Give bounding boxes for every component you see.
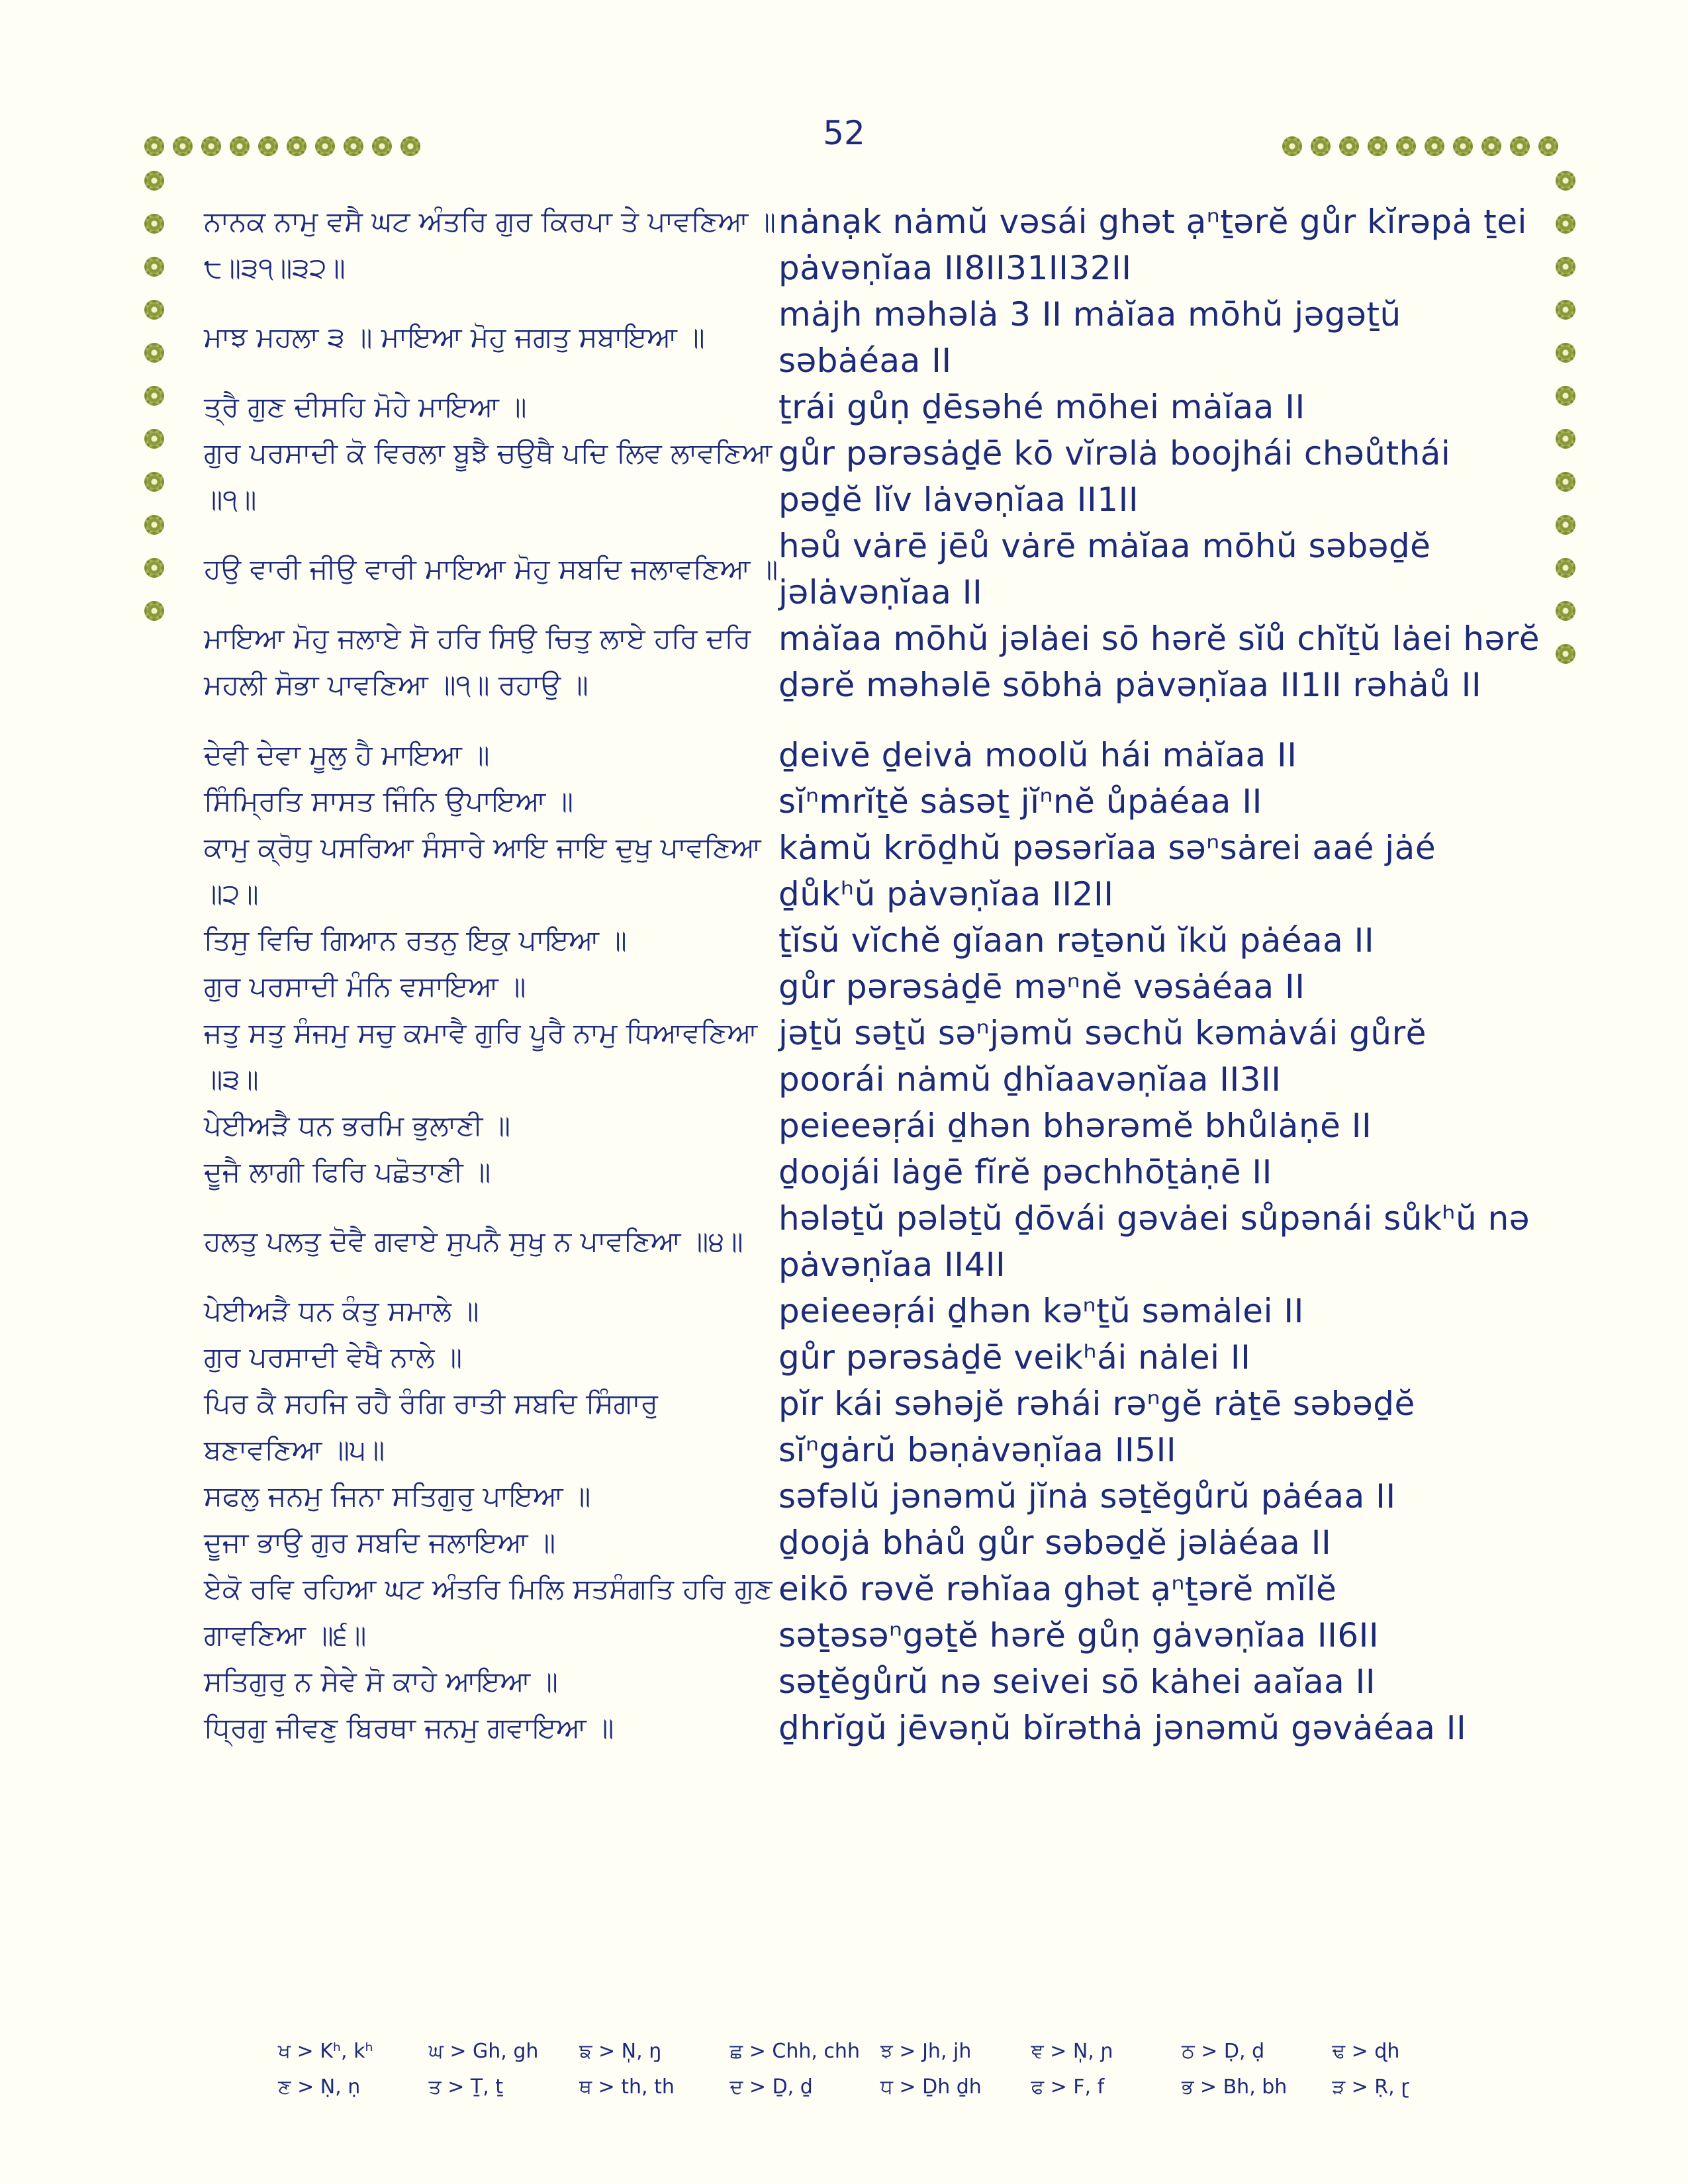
verse-row	[204, 615, 1541, 708]
legend-item: ਝ > Jh, jh	[880, 2039, 972, 2063]
verse-row	[204, 1288, 1541, 1334]
gurmukhi-line: ਤਿਸੁ ਵਿਚਿ ਗਿਆਨ ਰਤਨੁ ਇਕੁ ਪਾਇਆ ॥	[204, 924, 627, 956]
transliteration-line: jəṯŭ səṯŭ səⁿjəmŭ səchŭ kəmȧvái gůrĕ poorái nȧmŭ ḏhĭaavəṇĭaa II3II	[778, 1014, 1427, 1099]
flower-ornament	[1556, 343, 1575, 363]
verse-row	[204, 1381, 1541, 1473]
verse-row	[204, 1659, 1541, 1705]
transliteration-line: mȧĭaa mōhŭ jəlȧei sō hərĕ sĭů chĭṯŭ lȧei hərĕ ḏərĕ məhəlē sōbhȧ pȧvəṇĭaa II1II rəhȧů II	[778, 619, 1540, 704]
flower-ornament	[1396, 136, 1416, 156]
verse-row	[204, 1149, 1541, 1195]
flower-ornament	[1556, 515, 1575, 535]
flower-ornament	[315, 136, 335, 156]
verse-row	[204, 1195, 1541, 1288]
verse-row	[204, 291, 1541, 384]
verse-row	[204, 384, 1541, 430]
legend-item: ਢ > ɖh	[1332, 2039, 1400, 2063]
flower-ornament	[287, 136, 306, 156]
gurmukhi-line: ਦੂਜੈ ਲਾਗੀ ਫਿਰਿ ਪਛੋਤਾਣੀ ॥	[204, 1156, 491, 1188]
legend-row	[278, 2069, 1483, 2105]
flower-ornament	[144, 515, 164, 535]
gurmukhi-line: ਮਾਇਆ ਮੋਹੁ ਜਲਾਏ ਸੋ ਹਰਿ ਸਿਉ ਚਿਤੁ ਲਾਏ ਹਰਿ ਦਰਿ ਮਹਲੀ ਸੋਭਾ ਪਾਵਣਿਆ ॥੧॥ ਰਹਾਉ ॥	[204, 622, 751, 701]
gurmukhi-line: ਦੂਜਾ ਭਾਉ ਗੁਰ ਸਬਦਿ ਜਲਾਇਆ ॥	[204, 1526, 556, 1559]
transliteration-line: kȧmŭ krōḏhŭ pəsərĭaa səⁿsȧrei aaé jȧé ḏůkʰŭ pȧvəṇĭaa II2II	[778, 829, 1436, 913]
legend-item: ਞ > N̩, ɲ	[1031, 2039, 1113, 2063]
gurmukhi-line: ਗੁਰ ਪਰਸਾਦੀ ਵੇਖੈ ਨਾਲੇ ॥	[204, 1341, 463, 1373]
flower-ornament	[1339, 136, 1359, 156]
flower-ornament	[144, 386, 164, 406]
flower-ornament	[1556, 257, 1575, 277]
transliteration-line: ḏeivē ḏeivȧ moolŭ hái mȧĭaa II	[778, 736, 1297, 774]
legend-item: ਣ > Ṇ, ṇ	[278, 2075, 361, 2099]
verse-row	[204, 1010, 1541, 1103]
flower-ornament	[1425, 136, 1444, 156]
transliteration-line: sĭⁿmrĭṯĕ sȧsəṯ jĭⁿnĕ ůpȧéaa II	[778, 782, 1262, 821]
flower-ornament	[1368, 136, 1387, 156]
legend-row	[278, 2033, 1483, 2069]
flower-ornament	[1510, 136, 1530, 156]
verse-row	[204, 964, 1541, 1010]
flower-ornament	[144, 214, 164, 234]
gurmukhi-line: ਸਿੰਮ੍ਰਿਤਿ ਸਾਸਤ ਜਿੰਨਿ ਉਪਾਇਆ ॥	[204, 785, 574, 817]
gurmukhi-line: ਧ੍ਰਿਗੁ ਜੀਵਣੁ ਬਿਰਥਾ ਜਨਮੁ ਗਵਾਇਆ ॥	[204, 1711, 614, 1744]
legend-item: ਘ > Gh, gh	[428, 2039, 539, 2063]
gurmukhi-line: ਗੁਰ ਪਰਸਾਦੀ ਮੰਨਿ ਵਸਾਇਆ ॥	[204, 970, 526, 1003]
gurmukhi-line: ਤ੍ਰੈ ਗੁਣ ਦੀਸਹਿ ਮੋਹੇ ਮਾਇਆ ॥	[204, 390, 527, 423]
flower-ornament	[1556, 171, 1575, 191]
transliteration-line: peieeəṛái ḏhən kəⁿṯŭ səmȧlei II	[778, 1292, 1304, 1330]
gurmukhi-line: ਏਕੋ ਰਵਿ ਰਹਿਆ ਘਟ ਅੰਤਰਿ ਮਿਲਿ ਸਤਸੰਗਤਿ ਹਰਿ ਗੁਣ ਗਾਵਣਿਆ ॥੬॥	[204, 1572, 773, 1651]
page-number: 52	[823, 114, 865, 152]
verse-row	[204, 430, 1541, 523]
flower-ornament	[258, 136, 278, 156]
verse-row	[204, 523, 1541, 615]
flower-ornament	[144, 558, 164, 578]
transliteration-line: həů vȧrē jēů vȧrē mȧĭaa mōhŭ səbəḏĕ jəlȧvəṇĭaa II	[778, 527, 1431, 612]
flower-ornament	[1556, 558, 1575, 578]
transliteration-line: nȧnạk nȧmŭ vəsái ghət ạⁿṯərĕ gůr kĭrəpȧ ṯei pȧvəṇĭaa II8II31II32II	[778, 203, 1527, 287]
gurmukhi-line: ਸਤਿਗੁਰੁ ਨ ਸੇਵੇ ਸੋ ਕਾਹੇ ਆਇਆ ॥	[204, 1665, 558, 1698]
flower-ornament	[1311, 136, 1331, 156]
flower-ornament	[1556, 386, 1575, 406]
verse-row	[204, 825, 1541, 917]
transliteration-line: gůr pərəsȧḏē veikʰái nȧlei II	[778, 1338, 1251, 1377]
gurmukhi-line: ਪਿਰ ਕੈ ਸਹਜਿ ਰਹੈ ਰੰਗਿ ਰਾਤੀ ਸਬਦਿ ਸਿੰਗਾਰੁ ਬਣਾਵਣਿਆ ॥੫॥	[204, 1387, 658, 1466]
flower-ornament	[372, 136, 392, 156]
flower-ornament	[201, 136, 221, 156]
gurmukhi-line: ਪੇਈਅੜੈ ਧਨ ਕੰਤੁ ਸਮਾਲੇ ॥	[204, 1295, 479, 1327]
flower-ornament	[1282, 136, 1302, 156]
transliteration-line: səfəlŭ jənəmŭ jĭnȧ səṯĕgůrŭ pȧéaa II	[778, 1477, 1396, 1516]
flower-ornament	[144, 136, 164, 156]
transliteration-line: səṯĕgůrŭ nə seivei sō kȧhei aaĭaa II	[778, 1662, 1376, 1701]
transliteration-line: ṯĭsŭ vĭchĕ gĭaan rəṯənŭ ĭkŭ pȧéaa II	[778, 921, 1375, 960]
gurmukhi-line: ਕਾਮੁ ਕ੍ਰੋਧੁ ਪਸਰਿਆ ਸੰਸਾਰੇ ਆਇ ਜਾਇ ਦੁਖੁ ਪਾਵਣਿਆ ॥੨॥	[204, 831, 761, 910]
verse-row	[204, 778, 1541, 825]
transliteration-line: hələṯŭ pələṯŭ ḏōvái gəvȧei sůpənái sůkʰŭ nə pȧvəṇĭaa II4II	[778, 1199, 1530, 1284]
verse-row	[204, 1705, 1541, 1751]
verse-row	[204, 1103, 1541, 1149]
transliteration-line: gůr pərəsȧḏē məⁿnĕ vəsȧéaa II	[778, 968, 1305, 1006]
flower-ornament	[144, 300, 164, 320]
transliteration-line: pĭr kái səhəjĕ rəhái rəⁿgĕ rȧṯē səbəḏĕ sĭⁿgȧrŭ bəṇȧvəṇĭaa II5II	[778, 1385, 1415, 1469]
verse-row	[204, 917, 1541, 964]
flower-ornament	[1556, 644, 1575, 664]
legend-item: ਭ > Bh, bh	[1182, 2075, 1288, 2099]
flower-ornament	[230, 136, 250, 156]
transliteration-line: ḏoojái lȧgē fĭrĕ pəchhōṯȧṇē II	[778, 1153, 1272, 1191]
flower-ornament	[144, 429, 164, 449]
transliteration-line: eikō rəvĕ rəhĭaa ghət ạⁿṯərĕ mĭlĕ səṯəsəⁿgəṯĕ hərĕ gůṇ gȧvəṇĭaa II6II	[778, 1570, 1380, 1655]
transliteration-line: gůr pərəsȧḏē kō vĭrəlȧ boojhái chəůthái pəḏĕ lĭv lȧvəṇĭaa II1II	[778, 434, 1451, 519]
flower-ornament	[144, 601, 164, 621]
verse-row	[204, 1566, 1541, 1659]
legend-item: ਥ > th, th	[579, 2075, 675, 2099]
verse-table	[204, 199, 1541, 1751]
gurmukhi-line: ਮਾਝ ਮਹਲਾ ੩ ॥ ਮਾਇਆ ਮੋਹੁ ਜਗਤੁ ਸਬਾਇਆ ॥	[204, 321, 705, 353]
legend-item: ਙ > N̩, ŋ	[579, 2039, 662, 2063]
verse-row	[204, 1520, 1541, 1566]
flower-ornament	[1556, 429, 1575, 449]
transliteration-line: mȧjh məhəlȧ 3 II mȧĭaa mōhŭ jəgəṯŭ səbȧéaa II	[778, 295, 1401, 380]
verse-row	[204, 1473, 1541, 1520]
gurmukhi-line: ਜਤੁ ਸਤੁ ਸੰਜਮੁ ਸਚੁ ਕਮਾਵੈ ਗੁਰਿ ਪੂਰੈ ਨਾਮੁ ਧਿਆਵਣਿਆ ॥੩॥	[204, 1017, 758, 1095]
flower-ornament	[144, 343, 164, 363]
gurmukhi-line: ਦੇਵੀ ਦੇਵਾ ਮੂਲੁ ਹੈ ਮਾਇਆ ॥	[204, 739, 490, 771]
gurmukhi-line: ਸਫਲੁ ਜਨਮੁ ਜਿਨਾ ਸਤਿਗੁਰੁ ਪਾਇਆ ॥	[204, 1480, 591, 1512]
flower-ornament	[1556, 472, 1575, 492]
flower-ornament	[144, 171, 164, 191]
legend-item: ਠ > Ḍ, ḍ	[1182, 2039, 1265, 2063]
legend-item: ਫ > F, f	[1031, 2075, 1105, 2099]
gurmukhi-line: ਹਲਤੁ ਪਲਤੁ ਦੋਵੈ ਗਵਾਏ ਸੁਪਨੈ ਸੁਖੁ ਨ ਪਾਵਣਿਆ ॥੪॥	[204, 1225, 743, 1257]
legend-item: ਧ > Ḏh ḏh	[880, 2075, 982, 2099]
legend-item: ਛ > Chh, chh	[729, 2039, 860, 2063]
flower-ornament	[344, 136, 363, 156]
transliteration-line: peieeəṛái ḏhən bhərəmĕ bhůlȧṇē II	[778, 1107, 1372, 1145]
flower-ornament	[1556, 601, 1575, 621]
flower-ornament	[1556, 214, 1575, 234]
legend-item: ਤ > Ṯ, ṯ	[428, 2075, 504, 2099]
gurmukhi-line: ਗੁਰ ਪਰਸਾਦੀ ਕੋ ਵਿਰਲਾ ਬੂਝੈ ਚਉਥੈ ਪਦਿ ਲਿਵ ਲਾਵਣਿਆ ॥੧॥	[204, 437, 773, 516]
gurmukhi-line: ਹਉ ਵਾਰੀ ਜੀਉ ਵਾਰੀ ਮਾਇਆ ਮੋਹੁ ਸਬਦਿ ਜਲਾਵਣਿਆ ॥	[204, 553, 778, 585]
transliteration-line: ḏoojȧ bhȧů gůr səbəḏĕ jəlȧéaa II	[778, 1524, 1332, 1562]
flower-ornament	[400, 136, 420, 156]
gurmukhi-line: ਪੇਈਅੜੈ ਧਨ ਭਰਮਿ ਭੁਲਾਣੀ ॥	[204, 1109, 511, 1142]
transliteration-line: ṯrái gůṇ ḏēsəhé mōhei mȧĭaa II	[778, 388, 1305, 426]
legend-item: ਦ > Ḏ, ḏ	[729, 2075, 813, 2099]
flower-ornament	[1481, 136, 1501, 156]
verse-row	[204, 1334, 1541, 1381]
legend-item: ਖ > Kʰ, kʰ	[278, 2039, 373, 2063]
flower-ornament	[1453, 136, 1473, 156]
legend-item: ੜ > Ṛ, ɽ	[1332, 2075, 1409, 2099]
flower-ornament	[1556, 300, 1575, 320]
verse-row	[204, 732, 1541, 778]
transliteration-legend	[278, 2033, 1483, 2105]
verse-row	[204, 199, 1541, 291]
transliteration-line: ḏhrĭgŭ jēvəṇŭ bĭrəthȧ jənəmŭ gəvȧéaa II	[778, 1709, 1467, 1747]
flower-ornament	[144, 472, 164, 492]
flower-ornament	[144, 257, 164, 277]
flower-ornament	[173, 136, 193, 156]
gurmukhi-line: ਨਾਨਕ ਨਾਮੁ ਵਸੈ ਘਟ ਅੰਤਰਿ ਗੁਰ ਕਿਰਪਾ ਤੇ ਪਾਵਣਿਆ ॥੮॥੩੧॥੩੨॥	[204, 205, 776, 284]
flower-ornament	[1538, 136, 1558, 156]
